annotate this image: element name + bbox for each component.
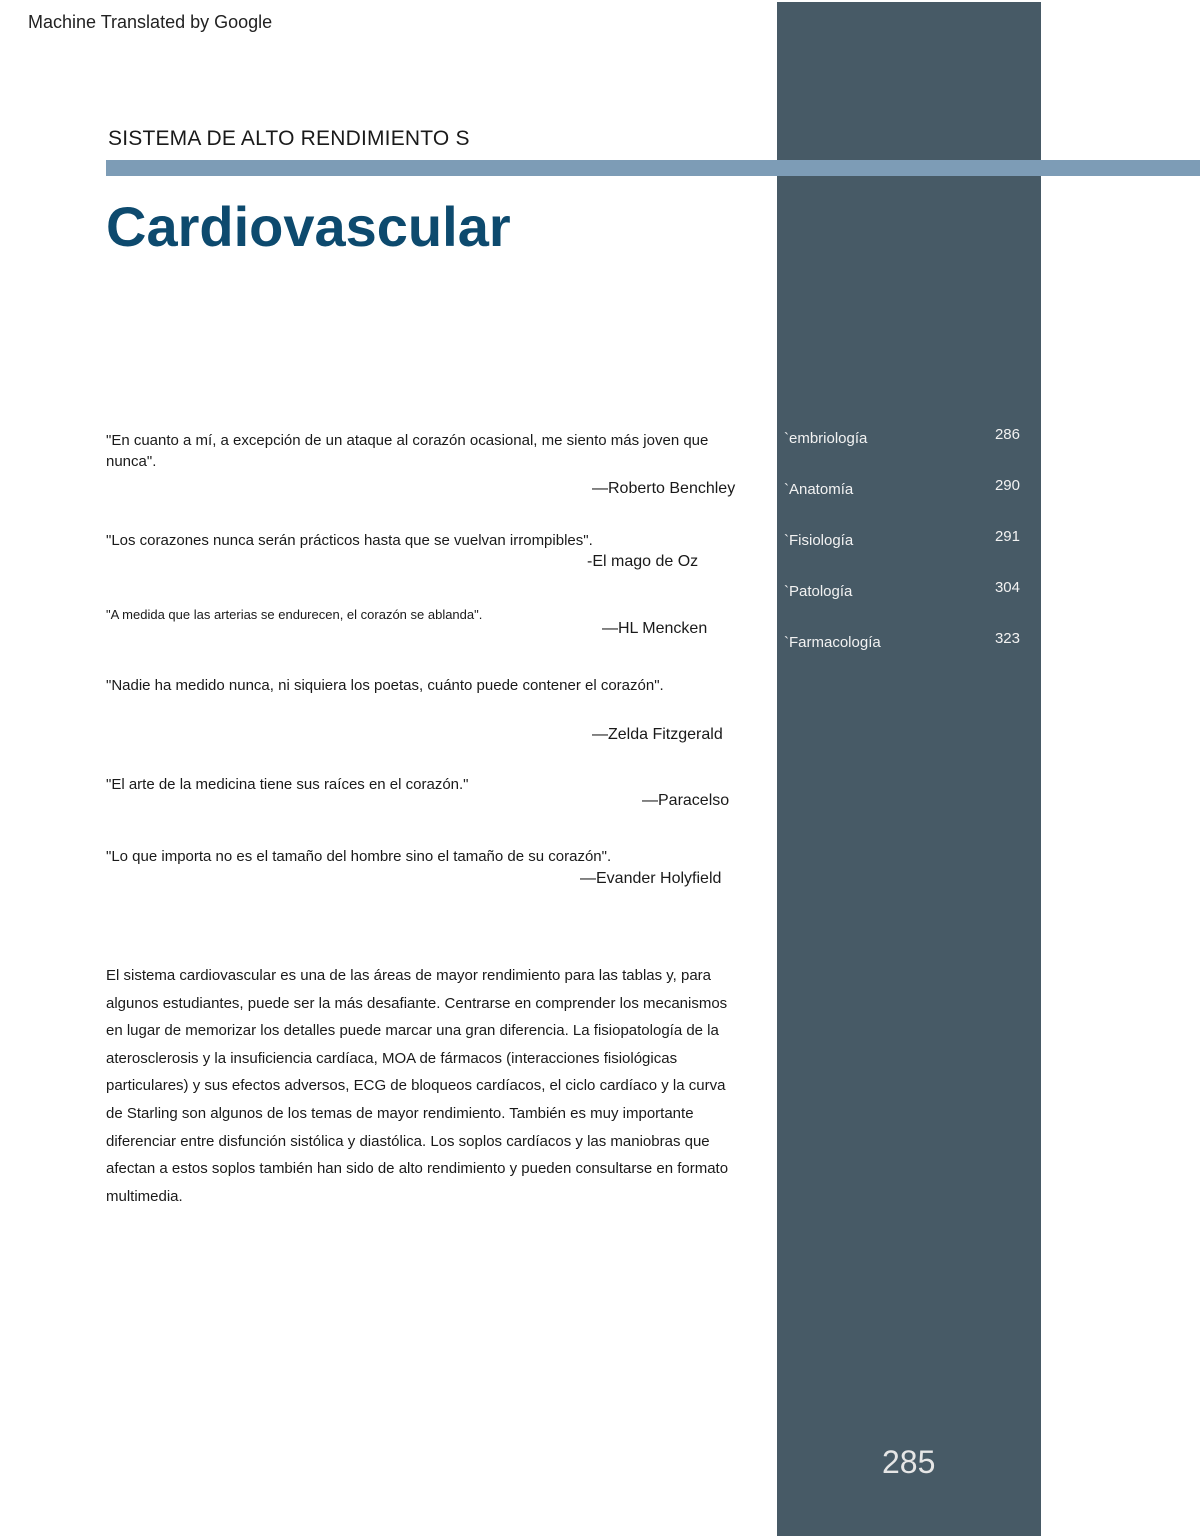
quote-author: —Roberto Benchley xyxy=(592,480,736,497)
toc-item-patologia[interactable] xyxy=(784,579,1020,605)
quote-text: "Los corazones nunca serán prácticos hasta que se vuelvan irrompibles". xyxy=(106,532,593,549)
toc-label: `embriología xyxy=(784,430,868,447)
toc-label: `Farmacología xyxy=(784,634,881,651)
quote-text: "A medida que las arterias se endurecen, el corazón se ablanda". xyxy=(106,607,483,622)
quote-text: "En cuanto a mí, a excepción de un ataque al corazón ocasional, me siento más joven que nunca". xyxy=(106,432,709,470)
toc-label: `Anatomía xyxy=(784,481,854,498)
toc-item-fisiologia[interactable] xyxy=(784,528,1020,554)
quote-author: —Zelda Fitzgerald xyxy=(592,726,723,743)
sidebar-panel xyxy=(777,2,1041,1536)
quote-author: -El mago de Oz xyxy=(587,553,699,570)
toc-page-number: 323 xyxy=(994,630,1020,647)
toc-label: `Fisiología xyxy=(784,532,854,549)
translation-watermark: Machine Translated by Google xyxy=(28,12,273,32)
toc-item-embriologia[interactable] xyxy=(784,426,1020,452)
system-label: SISTEMA DE ALTO RENDIMIENTO S xyxy=(108,127,470,150)
quote-text: "Lo que importa no es el tamaño del hombre sino el tamaño de su corazón". xyxy=(106,848,612,865)
chapter-title: Cardiovascular xyxy=(106,195,511,258)
header-band xyxy=(106,160,1200,176)
quote-author: —HL Mencken xyxy=(602,620,708,637)
toc-page-number: 290 xyxy=(994,477,1020,494)
toc-label: `Patología xyxy=(784,583,853,600)
quote-text: "El arte de la medicina tiene sus raíces en el corazón." xyxy=(106,776,469,793)
toc-item-anatomia[interactable] xyxy=(784,477,1020,503)
quote-text: "Nadie ha medido nunca, ni siquiera los poetas, cuánto puede contener el corazón". xyxy=(106,677,664,694)
toc-page-number: 304 xyxy=(994,579,1020,596)
toc-item-farmacologia[interactable] xyxy=(784,630,1020,656)
intro-paragraph: El sistema cardiovascular es una de las áreas de mayor rendimiento para las tablas y, para algunos estudiantes, puede ser la más desafiante. Centrarse en comprender los mecanismos en lugar de memorizar los detalles puede marcar una gran diferencia. La fisiopatología de la aterosclerosis y la insuficiencia cardíaca, MOA de fármacos (interacciones fisiológicas particulares) y sus efectos adversos, ECG de bloqueos cardíacos, el ciclo cardíaco y la curva de Starling son algunos de los temas de mayor rendimiento. También es muy importante diferenciar entre disfunción sistólica y diastólica. Los soplos cardíacos y las maniobras que afectan a estos soplos también han sido de alto rendimiento y pueden consultarse en formato multimedia. xyxy=(106,967,729,1205)
page-number: 285 xyxy=(882,1444,936,1480)
toc-page-number: 291 xyxy=(994,528,1020,545)
quote-author: —Evander Holyfield xyxy=(580,870,722,887)
toc-page-number: 286 xyxy=(994,426,1020,443)
quote-author: —Paracelso xyxy=(642,792,730,809)
